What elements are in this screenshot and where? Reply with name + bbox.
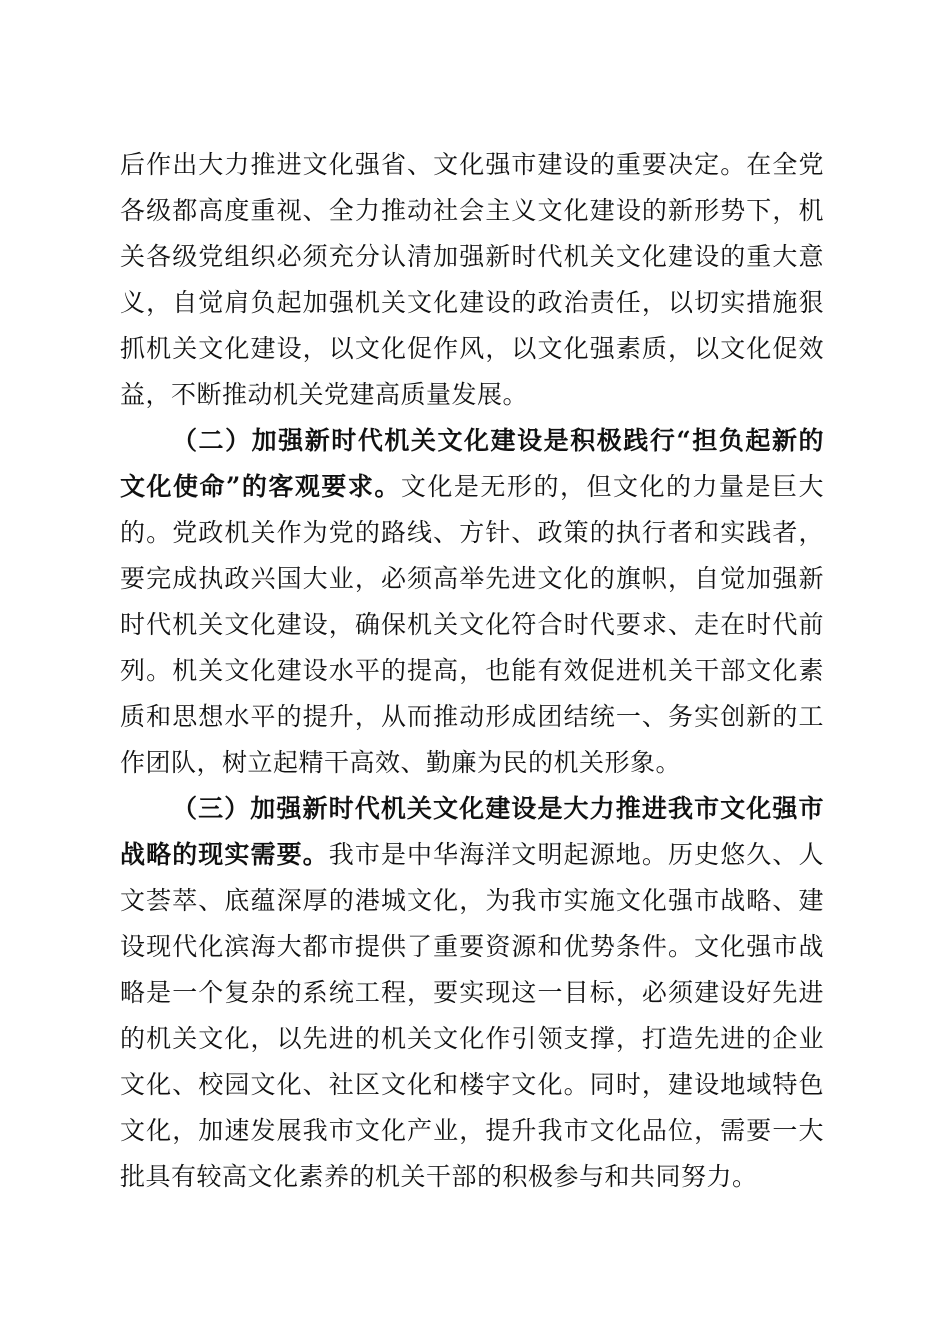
paragraph-3 <box>120 786 824 1200</box>
paragraph-3-heading: （三）加强新时代机关文化建设是大力推进我市文化强市战略的现实需要。 <box>120 794 824 869</box>
paragraph-1-body: 后作出大力推进文化强省、文化强市建设的重要决定。在全党各级都高度重视、全力推动社会主义文化建设的新形势下，机关各级党组织必须充分认清加强新时代机关文化建设的重大意义，自觉肩负起加强机关文化建设的政治责任，以切实措施狠抓机关文化建设，以文化促作风，以文化强素质，以文化促效益，不断推动机关党建高质量发展。 <box>120 150 824 409</box>
paragraph-2-body: 文化是无形的，但文化的力量是巨大的。党政机关作为党的路线、方针、政策的执行者和实践者，要完成执政兴国大业，必须高举先进文化的旗帜，自觉加强新时代机关文化建设，确保机关文化符合时代要求、走在时代前列。机关文化建设水平的提高，也能有效促进机关干部文化素质和思想水平的提升，从而推动形成团结统一、务实创新的工作团队，树立起精干高效、勤廉为民的机关形象。 <box>120 472 824 777</box>
paragraph-2 <box>120 418 824 786</box>
paragraph-3-body: 我市是中华海洋文明起源地。历史悠久、人文荟萃、底蕴深厚的港城文化，为我市实施文化强市战略、建设现代化滨海大都市提供了重要资源和优势条件。文化强市战略是一个复杂的系统工程，要实现这一目标，必须建设好先进的机关文化，以先进的机关文化作引领支撑，打造先进的企业文化、校园文化、社区文化和楼宇文化。同时，建设地域特色文化，加速发展我市文化产业，提升我市文化品位，需要一大批具有较高文化素养的机关干部的积极参与和共同努力。 <box>120 840 824 1191</box>
paragraph-2-heading: （二）加强新时代机关文化建设是积极践行“担负起新的文化使命”的客观要求。 <box>120 426 824 501</box>
paragraph-1 <box>120 142 824 418</box>
body-text <box>120 142 824 1200</box>
